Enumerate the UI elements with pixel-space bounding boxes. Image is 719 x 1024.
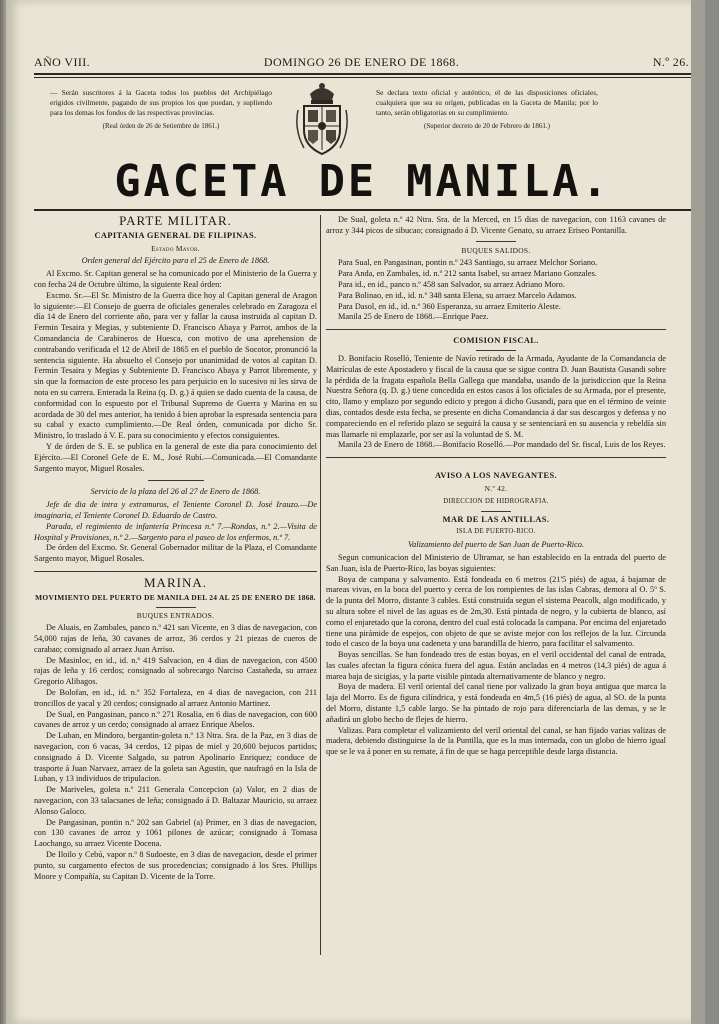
section-parte-militar: PARTE MILITAR. bbox=[119, 213, 232, 228]
notice-left bbox=[50, 88, 272, 131]
entrado-item: De Bolofan, en id., id. n.º 352 Fortaleza, en 4 dias de navegacion, con 211 troncillos de yacal y 20 cerdos; consignado al arraez Antonio Martinez. bbox=[34, 688, 317, 708]
comision-fiscal-heading: COMISION FISCAL. bbox=[453, 336, 539, 346]
salido-item: Para Bolinao, en id., id. n.º 348 santa Elena, su arraez Marcelo Adamos. bbox=[338, 290, 577, 300]
entrado-item: De Mariveles, goleta n.º 211 Generala Concepcion (a) Valor, en 2 dias de navegacion, con 33 talacsanes de leña; consignado á D. Baltazar Mauricio, su arraez Alonso Galoco. bbox=[34, 785, 317, 816]
estado-mayor-heading: Estado Mayor. bbox=[151, 243, 200, 253]
column-divider bbox=[320, 215, 321, 955]
orden-paragraph: Al Excmo. Sr. Capitan general se ha comunicado por el Ministerio de la Guerra y con fecha 24 de Octubre último, la siguiente Real órden: bbox=[34, 269, 317, 289]
notice-right bbox=[376, 88, 598, 131]
section-marina: MARINA. bbox=[144, 574, 207, 590]
masthead-rule-thin bbox=[34, 77, 691, 78]
aviso-heading: AVISO A LOS NAVEGANTES. bbox=[435, 471, 557, 481]
mar-heading: MAR DE LAS ANTILLAS. bbox=[442, 514, 550, 524]
servicio-paragraph: Jefe de dia de intra y extramuros, el Teniente Coronel D. José Irauzo.—De imaginaria, el Teniente Coronel D. Eduardo de Castro. bbox=[34, 500, 317, 520]
newspaper-title: GACETA DE MANILA. bbox=[114, 156, 611, 207]
masthead-rule bbox=[34, 73, 691, 75]
notice-left-text: — Serán suscritores á la Gaceta todos los pueblos del Archipiélago erigidos civilmente, pagando de sus propios los que puedan, y supliendo para los demas los fondos de las respectivas provincias. bbox=[50, 88, 272, 117]
salido-item: Para Dasol, en id., id. n.º 360 Esperanza, su arraez Emiterio Aleste. bbox=[338, 301, 561, 311]
buques-entrados-heading: BUQUES ENTRADOS. bbox=[136, 610, 215, 620]
servicio-paragraph: De órden del Excmo. Sr. General Gobernador militar de la Plaza, el Comandante Sargento mayor, Miguel Rosales. bbox=[34, 543, 317, 564]
salido-item: Para Sual, en Pangasinan, pontin n.º 243 Santiago, su arraez Melchor Soriano. bbox=[338, 258, 598, 268]
capitania-heading: CAPITANIA GENERAL DE FILIPINAS. bbox=[94, 230, 257, 240]
direccion-heading: DIRECCION DE HIDROGRAFIA. bbox=[443, 497, 549, 505]
valizamiento-heading: Valizamiento del puerto de San Juan de Puerto-Rico. bbox=[407, 540, 585, 550]
buques-salidos-heading: BUQUES SALIDOS. bbox=[461, 245, 531, 255]
entrado-item: De Sual, goleta n.º 42 Ntra. Sra. de la Merced, en 15 dias de navegacion, con 1163 cavanes de arroz y 344 picos de sibucao; consignado á D. Vicente Genato, su arraez Eriseo Pontanilla. bbox=[326, 215, 666, 235]
entrado-item: De Pangasinan, pontin n.º 202 san Gabriel (a) Primer, en 3 dias de navegacion, con 130 cavanes de arroz y 1061 pilones de azúcar; consignado á Tomasa Laochango, su arraez Vicente Docena. bbox=[34, 817, 317, 849]
masthead-line bbox=[34, 55, 689, 73]
entrado-item: De Iloilo y Cebú, vapor n.º 8 Sudoeste, en 3 dias de navegacion, desde el primer punto, su cargamento efectos de sus procedencias; consignado á los Sres. Phillips Moore y Compañía, su Capitan D. Vicente de la Torre. bbox=[34, 850, 317, 881]
salidos-signature: Manila 25 de Enero de 1868.—Enrique Paez. bbox=[338, 312, 489, 322]
right-column bbox=[326, 215, 666, 758]
separator bbox=[326, 329, 666, 330]
servicio-heading: Servicio de la plaza del 26 al 27 de Enero de 1868. bbox=[90, 487, 261, 497]
comision-signature: Manila 23 de Enero de 1868.—Bonifacio Roselló.—Por mandado del Sr. fiscal, Luis de los Reyes. bbox=[338, 440, 666, 450]
separator bbox=[326, 457, 666, 458]
separator bbox=[481, 511, 511, 512]
date-label: DOMINGO 26 DE ENERO DE 1868. bbox=[263, 55, 460, 69]
separator bbox=[148, 480, 204, 481]
separator bbox=[156, 607, 196, 608]
isla-heading: ISLA DE PUERTO-RICO. bbox=[456, 528, 536, 536]
aviso-paragraph: Boyas sencillas. Se han fondeado tres de estas boyas, en el veril occidental del canal de entrada, las cuales afectan la figura cónica fuera del agua. Están ancladas en 4 metros (14,3 piés) de agua á marea baja de sicigias, y la parte visible pintada alternativamente de blanco y negro. bbox=[326, 650, 666, 681]
comision-paragraph: D. Bonifacio Roselló, Teniente de Navío retirado de la Armada, Ayudante de la Comandancia de Matrículas de este Apostadero y fiscal de la causa que se sigue contra D. Juan Bautista Gusandi sobre la pérdida de la fragata española Bella Gallega que mandaba, usando de la jurisdiccion que la Reina Nuestra Señora (q. D. g.) tiene concedida en estos casos á los oficiales de su Armada, por el presente, cito, llamo y emplazo por segundo edicto y pregon á dicho Gusandi, para que en el término de veinte dias, contados desde esta fecha, se presente en dicha Comandancia á dar sus descargos y defensa y no compareciendo en el referido plazo se seguirá la causa y se sentenciará en su ausencia y rebeldía sin mas llamarle ni emplazarle, por ser así la voluntad de S. M. bbox=[326, 353, 666, 439]
notice-right-source: (Superior decreto de 20 de Febrero de 1861.) bbox=[424, 122, 550, 130]
aviso-number: N.º 42. bbox=[484, 483, 508, 493]
aviso-paragraph: Segun comunicacion del Ministerio de Ultramar, se han establecido en la entrada del puerto de San Juan, isla de Puerto-Rico, las boyas siguientes: bbox=[326, 552, 666, 573]
separator bbox=[476, 350, 516, 351]
entrado-item: De Luban, en Mindoro, bergantin-goleta n.º 13 Ntra. Sra. de la Paz, en 3 dias de navegacion, con 6 vacas, 34 cerdos, 12 pipas de miel y 20,600 bejucos partidos; consignado á D. Vicente Salgado, su patron Apolinario Enriquez; conduce de trasporte á Juan Narvaez, arraez de la goleta san Agustin, que naufragó en la Isla de Luban, y 13 individuos de tripulacion. bbox=[34, 731, 317, 784]
salido-item: Para id., en id., panco n.º 458 san Salvador, su arraez Adriano Moro. bbox=[338, 279, 565, 289]
issue-number: N.º 26. bbox=[652, 55, 689, 69]
aviso-paragraph: Boya de campana y salvamento. Está fondeada en 6 metros (21'5 piés) de agua, á bajamar de mareas vivas, en la boca del puerto y cerca de los rompientes de las islas Cabras, demora al O. 5º S. de la punta del Morro, distante 3 cables. Está construida segun el sistema Peacolk, algo modificado, y su altura sobre el nivel de las aguas es de 2m,30. Está pintada de negro, y la cubierta de blanco, así como el enjaretado que la corona, dentro del cual está colocada la campana. Por encima del enjaretado tiene una pirámide de espejos, con objeto de que se aviste mejor con los reflejos de la luz. Circunda todo el casco de la boya una cadeneta y una barandilla de hierro, para facilitar el salvamento. bbox=[326, 574, 667, 649]
page-edge bbox=[691, 0, 705, 1024]
year-label: AÑO VIII. bbox=[34, 55, 91, 69]
servicio-paragraph: Parada, el regimiento de infantería Princesa n.º 7.—Rondas, n.º 2.—Visita de Hospital y Provisiones, n.º 2.—Sargento para el paseo de los enfermos, n.º 7. bbox=[34, 521, 317, 542]
separator bbox=[476, 241, 516, 242]
entrado-item: De Masinloc, en id., id. n.º 419 Salvacion, en 4 dias de navegacion, con 4500 rajas de leña y 16 cerdos; consignado al sobrecargo Narciso Castañeda, su arraez Gregorio Alibagos. bbox=[34, 655, 317, 687]
entrado-item: De Aluais, en Zambales, panco n.º 421 san Vicente, en 3 dias de navegacion, con 54,000 rajas de leña, 30 cavanes de arroz, 36 cerdos y 21 piezas de cueros de carabao; consignado al arraez Juan Arriso. bbox=[34, 623, 317, 654]
entrado-item: De Sual, en Pangasinan, panco n.º 271 Rosalia, en 6 dias de navegacion, con 600 cavanes de arroz y un cerdo; consignado al arraez Enrique Abelos. bbox=[34, 709, 317, 730]
orden-paragraph: Excmo. Sr.—El Sr. Ministro de la Guerra dice hoy al Capitan general de Aragon lo siguiente:—El Consejo de guerra de oficiales generales celebrado en Zaragoza el día 14 de Enero del corriente año, para ver y fallar la causa instruida al capitan D. Fermin Tesaira y Megias, y subteniente D. Francisco Abaya y Parrot, ambos de la Comandancia de Carabineros de Huesca, con motivo de una aprehension de contrabando verificada el 12 de Abril de 1865 en el pueblo de Socotor, pronunció la sentencia siguiente. Ha absuelto el Consejo por unanimidad de votos al capitan D. Fermin Tesaira y Megias y Subteniente D. Francisco Abaya y Parrot libremente, y sin que la formacion de este proceso les para perjuicio en lo sucesivo ni les sirva de nota en su carrera. Enterada la Reina (q. D. g.) á quien se dado cuenta de la causa, de conformidad con lo espuesto por el Tribunal Supremo de Guerra y Marina en su acordada de 30 del mes anterior, ha tenido á bien aprobar la espresada sentencia para su cabal y exacto cumplimiento.—De Real órden, comunicada por dicho Sr. Ministro, lo traslado á V. E. para su conocimiento y efectos consiguientes. bbox=[34, 290, 317, 441]
left-column bbox=[34, 215, 317, 882]
notice-right-text: Se declara texto oficial y auténtico, el de las disposiciones oficiales, cualquiera que sea su orígen, publicadas en la Gaceta de Manila; por lo tanto, serán obligatorias en su cumplimiento. bbox=[376, 88, 598, 117]
aviso-paragraph: Valizas. Para completar el valizamiento del veril oriental del canal, se han fijado varias valizas de madera, debiendo distinguirse la de la Puntilla, que es la mas internada, con un globo de hierro igual que se le va á poner en su remate, á fin de que se haga perceptible desde larga distancia. bbox=[326, 725, 666, 757]
separator bbox=[34, 571, 317, 572]
notice-left-source: (Real órden de 26 de Setiembre de 1861.) bbox=[102, 122, 220, 130]
title-rule bbox=[34, 209, 691, 211]
salido-item: Para Anda, en Zambales, id. n.º 212 santa Isabel, su arraez Mariano Gonzales. bbox=[338, 269, 597, 279]
orden-paragraph: Y de órden de S. E. se publica en la general de este dia para conocimiento del Ejército.—El Coronel Gefe de E. M., José Rubí.—Comunicada.—El Comandante Sargento mayor, Miguel Rosales. bbox=[34, 441, 317, 473]
aviso-paragraph: Boya de madera. El veril oriental del canal tiene por valizado la gran boya antigua que marca la laja del Morro. Es de figura cilíndrica, y está fondeada en 4m,5 (16 piés) de agua, al SO. de la punta del Morro, distante 1,5 cable largo. Se ha pintado de rojo para diferenciarla de las demas, y se le añadirá un globo hecho de flejes de hierro. bbox=[326, 682, 666, 724]
orden-general-heading: Orden general del Ejército para el 25 de Enero de 1868. bbox=[81, 256, 270, 266]
movimiento-heading: MOVIMIENTO DEL PUERTO DE MANILA DEL 24 AL 25 DE ENERO DE 1868. bbox=[35, 592, 316, 602]
royal-crest-icon bbox=[292, 80, 352, 158]
